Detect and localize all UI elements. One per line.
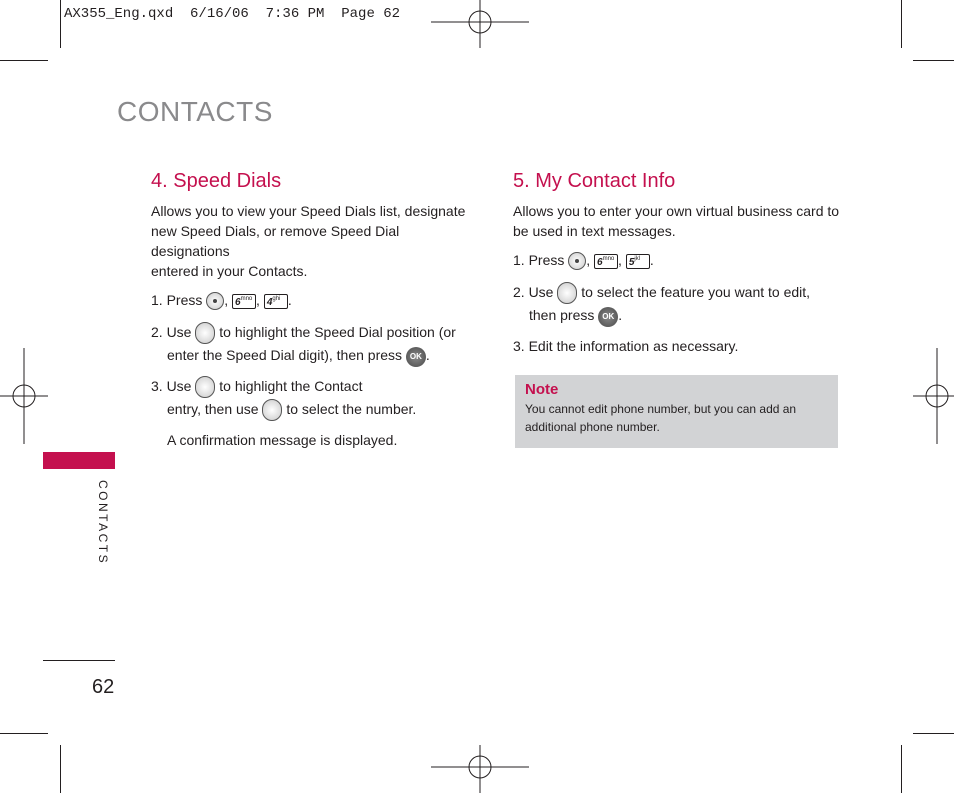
page-number: 62: [92, 676, 115, 698]
note-title: Note: [525, 381, 559, 398]
note-text: [525, 400, 828, 436]
crop-mark: [0, 733, 48, 734]
note-line: additional phone number.: [525, 420, 660, 434]
navigation-key-icon: [262, 399, 282, 421]
speed-dials-step-2: 2. Use to highlight the Speed Dial position (or enter the Speed Dial digit), then press OK .: [151, 321, 481, 367]
registration-mark-top-icon: [431, 0, 529, 48]
intro-line: Allows you to enter your own virtual business card to: [513, 203, 840, 219]
speed-dials-step-3: [151, 375, 481, 452]
key-5-jkl-icon: $5^{jkl}$: [626, 254, 650, 269]
confirmation-text: A confirmation message is displayed.: [167, 432, 398, 449]
key-6-mno-icon: $6^{mno}$: [594, 254, 618, 269]
speed-dials-section: [151, 170, 481, 451]
speed-dials-intro: [151, 201, 481, 281]
step-label: 3. Use: [151, 377, 192, 394]
intro-line: be used in text messages.: [513, 223, 676, 239]
step-text: entry, then use: [167, 400, 259, 417]
section-tab-marker: [43, 452, 115, 469]
step-text: to select the feature you want to edit,: [581, 284, 811, 300]
crop-mark: [913, 60, 954, 61]
intro-line: new Speed Dials, or remove Speed Dial designations: [151, 223, 400, 259]
key-4-ghi-icon: $4^{ghi}$: [264, 294, 288, 309]
registration-mark-bottom-icon: [431, 745, 529, 793]
my-contact-info-section: [513, 170, 843, 357]
step-text: to highlight the Speed Dial position (or: [219, 324, 456, 340]
page-title: CONTACTS: [117, 96, 273, 127]
step-label: 2. Use: [151, 324, 192, 340]
ok-key-icon: OK: [598, 307, 618, 327]
side-tab-label: CONTACTS: [96, 480, 110, 566]
center-menu-key-icon: [206, 292, 224, 310]
crop-mark: [901, 0, 902, 48]
intro-line: entered in your Contacts.: [151, 263, 308, 279]
intro-line: Allows you to view your Speed Dials list, designate: [151, 203, 466, 219]
navigation-key-icon: [557, 282, 577, 304]
my-contact-info-step-1: 1. Press , $6^{mno}$ , $5^{jkl}$ .: [513, 249, 843, 271]
crop-mark: [60, 745, 61, 793]
step-label: 2. Use: [513, 284, 554, 300]
my-contact-info-step-2: 2. Use to select the feature you want to edit, then press OK .: [513, 281, 843, 327]
speed-dials-step-1: 1. Press , $6^{mno}$ , $4^{ghi}$ .: [151, 289, 481, 311]
center-menu-key-icon: [568, 252, 586, 270]
step-label: 1. Press: [513, 252, 565, 268]
step-text: to select the number.: [286, 400, 417, 417]
print-header: AX355_Eng.qxd 6/16/06 7:36 PM Page 62: [64, 6, 401, 22]
speed-dials-heading: 4. Speed Dials: [151, 170, 282, 192]
crop-mark: [901, 745, 902, 793]
navigation-key-icon: [195, 322, 215, 344]
my-contact-info-step-3: 3. Edit the information as necessary.: [513, 337, 739, 354]
registration-mark-left-icon: [0, 348, 48, 444]
crop-mark: [913, 733, 954, 734]
crop-mark: [60, 0, 61, 48]
my-contact-info-intro: [513, 201, 843, 241]
key-6-mno-icon: $6^{mno}$: [232, 294, 256, 309]
step-text: then press: [529, 307, 595, 324]
step-text: to highlight the Contact: [219, 377, 363, 394]
navigation-key-icon: [195, 376, 215, 398]
ok-key-icon: OK: [406, 347, 426, 367]
step-text: enter the Speed Dial digit), then press: [167, 347, 403, 364]
my-contact-info-heading: 5. My Contact Info: [513, 170, 676, 192]
step-label: 1. Press: [151, 292, 203, 308]
registration-mark-right-icon: [913, 348, 954, 444]
note-box: [515, 375, 838, 448]
note-line: You cannot edit phone number, but you can add an: [525, 402, 797, 416]
crop-mark: [0, 60, 48, 61]
footer-rule: [43, 660, 115, 661]
